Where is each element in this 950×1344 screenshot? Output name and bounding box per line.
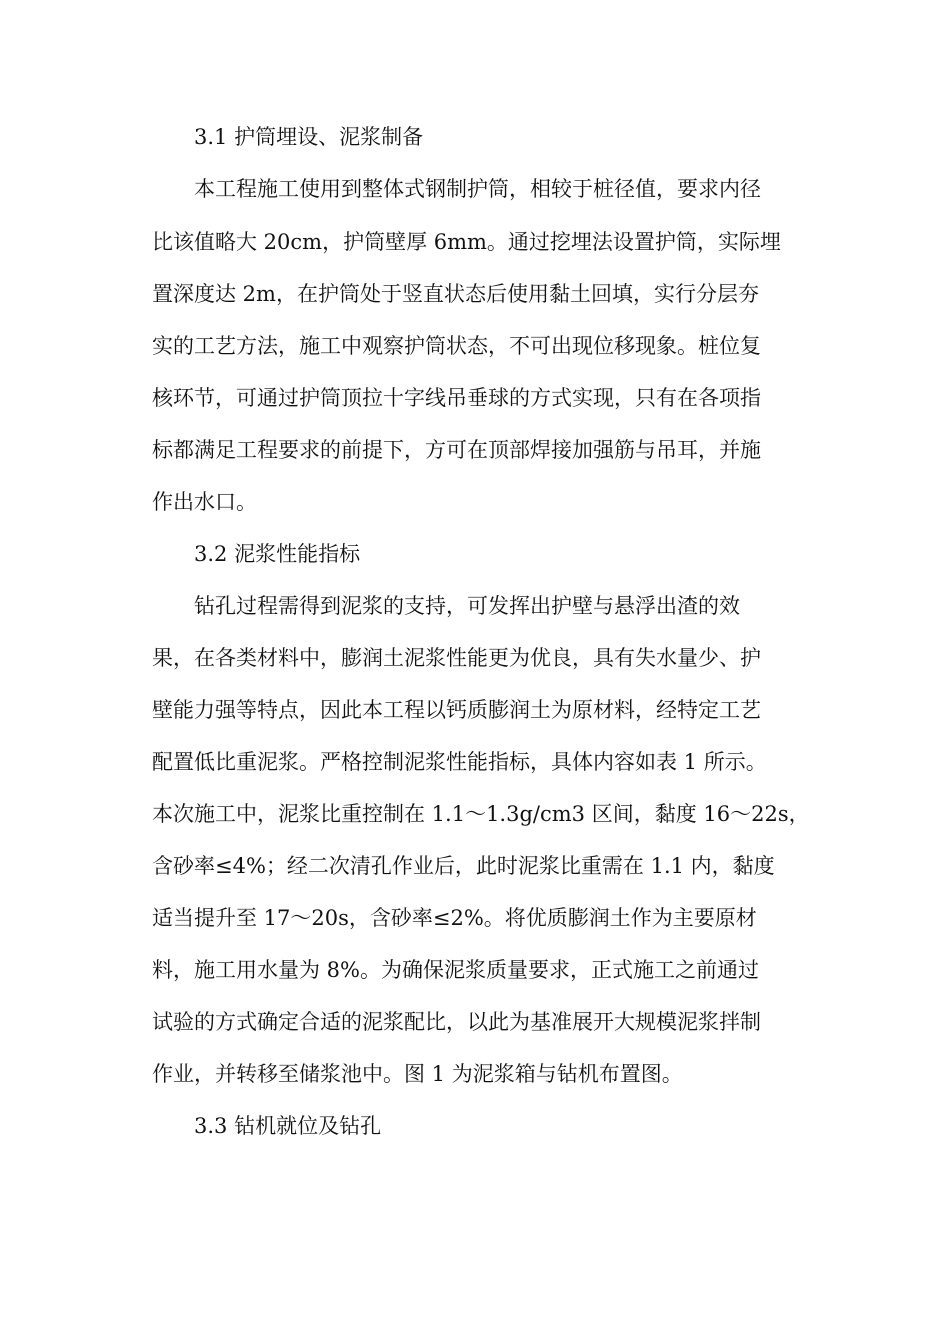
paragraph-line: 适当提升至 17～20s，含砂率≤2%。将优质膨润土作为主要原材 [152, 906, 757, 930]
paragraph-line: 料，施工用水量为 8%。为确保泥浆质量要求，正式施工之前通过 [152, 958, 759, 982]
paragraph-line: 实的工艺方法，施工中观察护筒状态，不可出现位移现象。桩位复 [152, 334, 761, 358]
section-heading-3-1: 3.1 护筒埋设、泥浆制备 [194, 125, 424, 149]
paragraph-line: 本工程施工使用到整体式钢制护筒，相较于桩径值，要求内径 [194, 177, 761, 201]
paragraph-line: 本次施工中，泥浆比重控制在 1.1～1.3g/cm3 区间，黏度 16～22s， [152, 802, 810, 826]
paragraph-line: 置深度达 2m，在护筒处于竖直状态后使用黏土回填，实行分层夯 [152, 282, 759, 306]
paragraph-line: 果，在各类材料中，膨润土泥浆性能更为优良，具有失水量少、护 [152, 646, 761, 670]
paragraph-line: 比该值略大 20cm，护筒壁厚 6mm。通过挖埋法设置护筒，实际埋 [152, 230, 781, 254]
paragraph-line: 钻孔过程需得到泥浆的支持，可发挥出护壁与悬浮出渣的效 [194, 594, 740, 618]
paragraph-line: 配置低比重泥浆。严格控制泥浆性能指标，具体内容如表 1 所示。 [152, 750, 767, 774]
section-heading-3-2: 3.2 泥浆性能指标 [194, 542, 361, 566]
paragraph-line: 试验的方式确定合适的泥浆配比，以此为基准展开大规模泥浆拌制 [152, 1010, 761, 1034]
section-heading-3-3: 3.3 钻机就位及钻孔 [194, 1114, 382, 1138]
paragraph-line: 标都满足工程要求的前提下，方可在顶部焊接加强筋与吊耳，并施 [152, 438, 761, 462]
paragraph-line: 含砂率≤4%；经二次清孔作业后，此时泥浆比重需在 1.1 内，黏度 [152, 854, 775, 878]
paragraph-line: 壁能力强等特点，因此本工程以钙质膨润土为原材料，经特定工艺 [152, 698, 761, 722]
paragraph-line: 作业，并转移至储浆池中。图 1 为泥浆箱与钻机布置图。 [152, 1062, 683, 1086]
paragraph-line: 核环节，可通过护筒顶拉十字线吊垂球的方式实现，只有在各项指 [152, 386, 761, 410]
paragraph-line: 作出水口。 [152, 490, 257, 514]
